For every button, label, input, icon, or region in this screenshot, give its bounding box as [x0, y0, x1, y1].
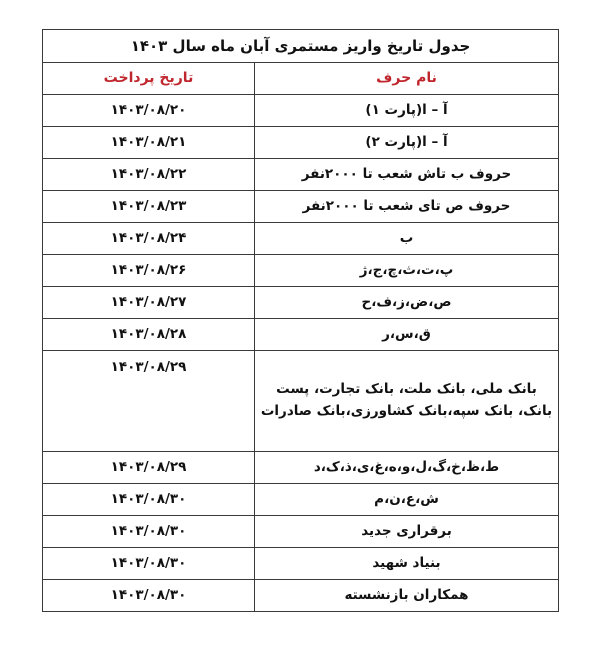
table-row	[43, 191, 559, 223]
table-row	[43, 95, 559, 127]
column-header-name: نام حرف	[255, 63, 559, 95]
row-date: ۱۴۰۳/۰۸/۲۱	[43, 127, 255, 159]
row-date: ۱۴۰۳/۰۸/۳۰	[43, 580, 255, 612]
row-name: حروف ص تای شعب تا ۲۰۰۰نفر	[255, 191, 559, 223]
row-date: ۱۴۰۳/۰۸/۳۰	[43, 484, 255, 516]
row-date: ۱۴۰۳/۰۸/۲۶	[43, 255, 255, 287]
row-name: ب	[255, 223, 559, 255]
table-row	[43, 580, 559, 612]
row-name: ط،ظ،خ،گ،ل،و،ه،غ،ی،ذ،ک،د	[255, 452, 559, 484]
row-date: ۱۴۰۳/۰۸/۳۰	[43, 516, 255, 548]
table-row	[43, 255, 559, 287]
column-header-row	[43, 63, 559, 95]
row-name: پ،ت،ث،چ،ج،ژ	[255, 255, 559, 287]
table-title: جدول تاریخ واریز مستمری آبان ماه سال ۱۴۰۳	[43, 30, 559, 63]
row-name: آ – ا(پارت ۱)	[255, 95, 559, 127]
table-row	[43, 452, 559, 484]
row-name: ق،س،ر	[255, 319, 559, 351]
row-date: ۱۴۰۳/۰۸/۳۰	[43, 548, 255, 580]
row-date: ۱۴۰۳/۰۸/۲۹	[43, 452, 255, 484]
row-date: ۱۴۰۳/۰۸/۲۸	[43, 319, 255, 351]
row-name: همکاران بازنشسته	[255, 580, 559, 612]
row-name: برقراری جدید	[255, 516, 559, 548]
column-header-date: تاریخ پرداخت	[43, 63, 255, 95]
row-date: ۱۴۰۳/۰۸/۲۰	[43, 95, 255, 127]
table-row	[43, 223, 559, 255]
row-date: ۱۴۰۳/۰۸/۲۷	[43, 287, 255, 319]
title-row	[43, 30, 559, 63]
table-row	[43, 159, 559, 191]
row-name: بنیاد شهید	[255, 548, 559, 580]
table-row	[43, 484, 559, 516]
row-date: ۱۴۰۳/۰۸/۲۲	[43, 159, 255, 191]
row-name: بانک ملی، بانک ملت، بانک تجارت، پست بانک، بانک سپه،بانک کشاورزی،بانک صادرات	[255, 351, 559, 452]
table-row	[43, 516, 559, 548]
table-row	[43, 287, 559, 319]
row-name: آ – ا(پارت ۲)	[255, 127, 559, 159]
row-name: ص،ض،ز،ف،ح	[255, 287, 559, 319]
row-date: ۱۴۰۳/۰۸/۲۳	[43, 191, 255, 223]
table-row	[43, 127, 559, 159]
payment-schedule-table	[42, 29, 559, 612]
table-row	[43, 319, 559, 351]
row-name: حروف ب تاش شعب تا ۲۰۰۰نفر	[255, 159, 559, 191]
table-row	[43, 548, 559, 580]
row-name: ش،ع،ن،م	[255, 484, 559, 516]
table-row	[43, 351, 559, 452]
row-date: ۱۴۰۳/۰۸/۲۴	[43, 223, 255, 255]
row-date: ۱۴۰۳/۰۸/۲۹	[43, 351, 255, 452]
